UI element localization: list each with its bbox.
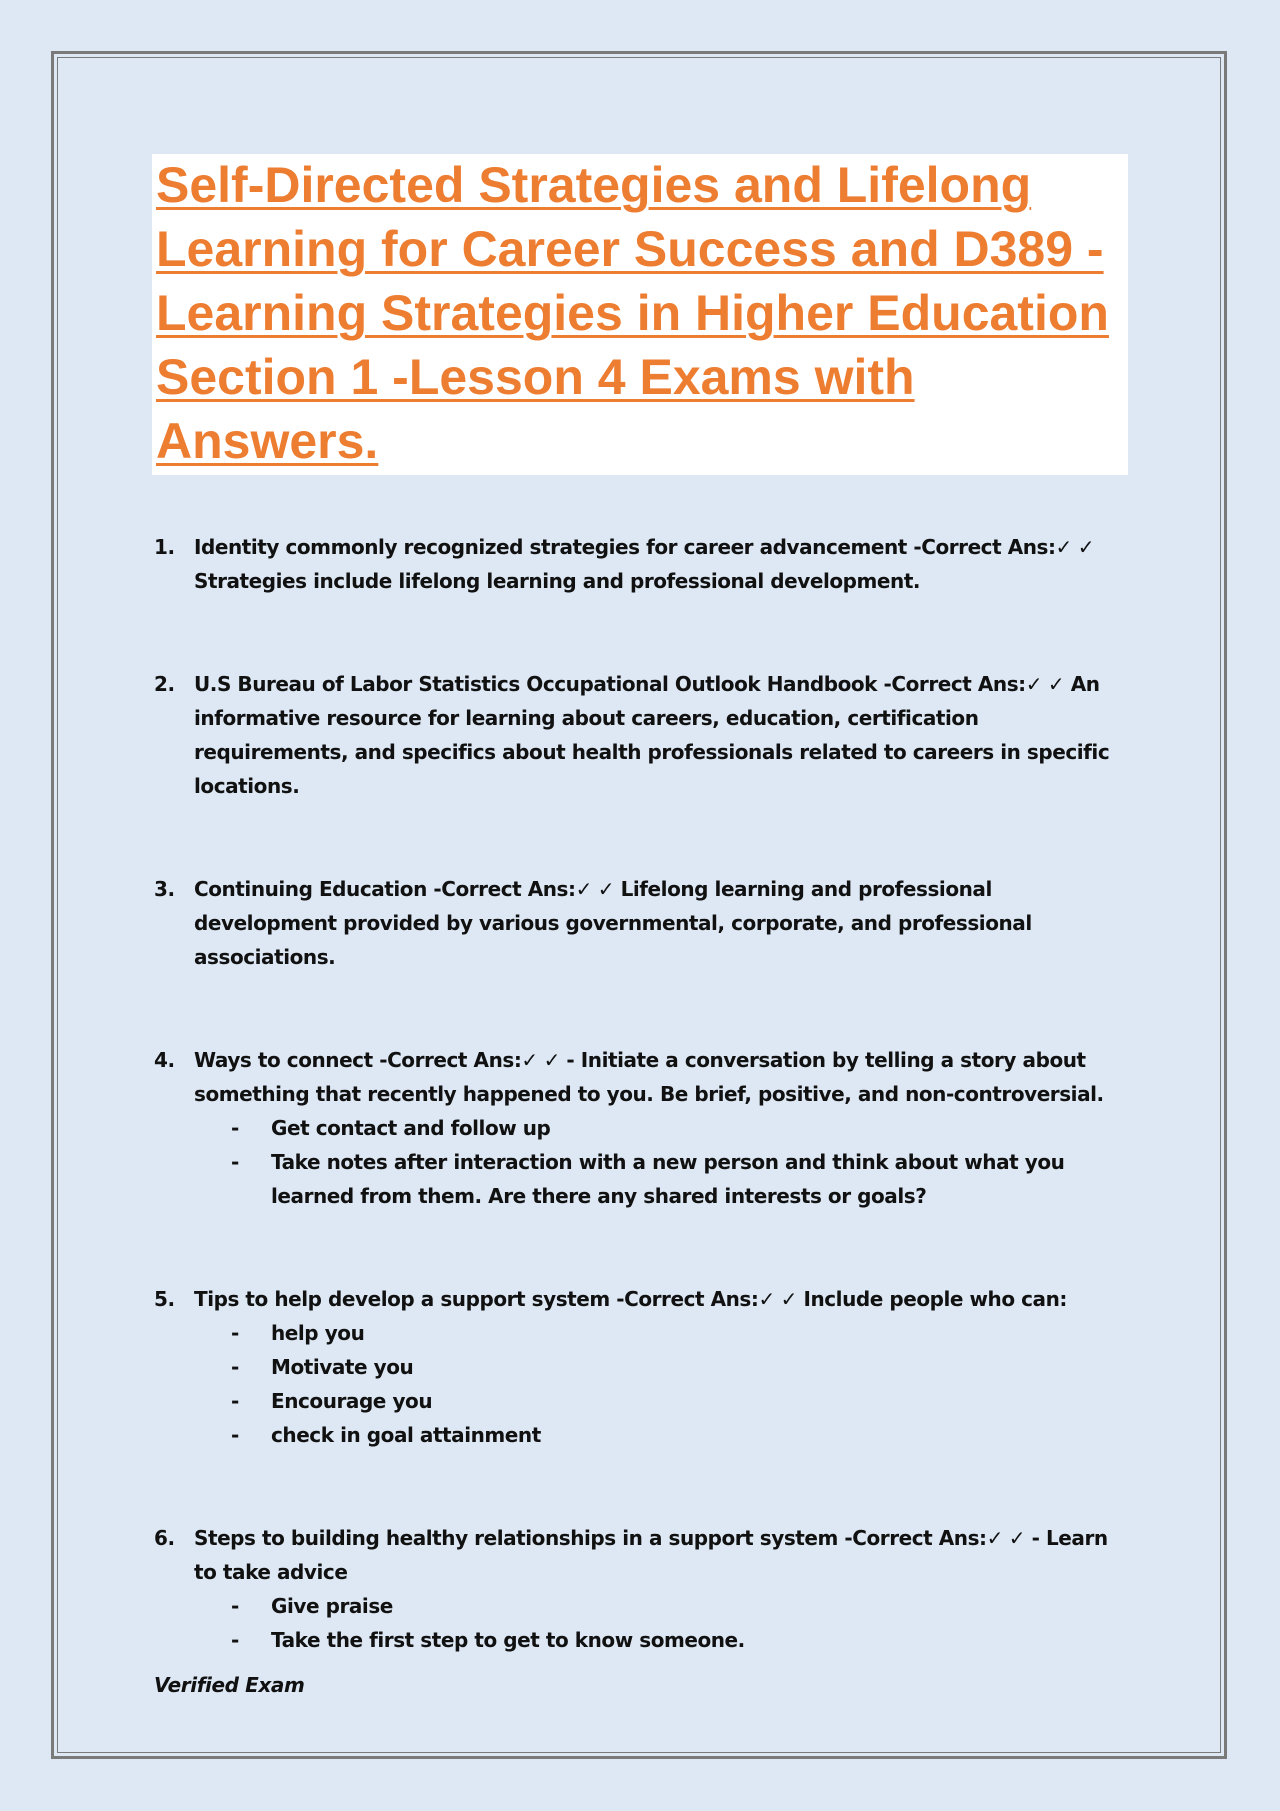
question-item <box>152 667 1132 803</box>
answer-sub-item <box>231 1418 1132 1452</box>
answer-sub-list <box>194 1589 1132 1657</box>
answer-sub-text: Motivate you <box>271 1355 414 1379</box>
check-mark-icon: ✓ ✓ <box>758 1287 797 1311</box>
answer-sub-text: Encourage you <box>271 1389 433 1413</box>
answer-text: An informative resource for learning about careers, education, certification requirements, and specifics about health professionals related to careers in specific locations. <box>194 672 1110 798</box>
check-mark-icon: ✓ ✓ <box>1025 672 1065 696</box>
answer-text: Include people who can: <box>796 1287 1067 1311</box>
title-box <box>152 154 1128 475</box>
question-item <box>152 1282 1132 1452</box>
check-mark-icon: ✓ ✓ <box>521 1048 560 1072</box>
question-text: Ways to connect -Correct Ans: <box>194 1048 522 1072</box>
question-item <box>152 872 1132 974</box>
answer-sub-text: help you <box>271 1321 365 1345</box>
question-number: 3. <box>154 877 175 901</box>
question-number: 1. <box>154 535 175 559</box>
question-item <box>152 1521 1132 1657</box>
answer-sub-text: check in goal attainment <box>271 1423 541 1447</box>
answer-text: Strategies include lifelong learning and professional development. <box>194 569 921 593</box>
check-mark-icon: ✓ ✓ <box>1055 535 1095 559</box>
answer-sub-item <box>231 1350 1132 1384</box>
answer-sub-list <box>194 1316 1132 1452</box>
answer-sub-item <box>231 1145 1132 1213</box>
question-number: 4. <box>154 1048 175 1072</box>
document-title: Self-Directed Strategies and Lifelong Learning for Career Success and D389 - Learning Strategies in Higher Education Section 1 -Lesson 4 Exams with Answers. <box>156 157 1109 469</box>
answer-sub-text: Take the first step to get to know someone. <box>271 1628 745 1652</box>
answer-sub-text: Get contact and follow up <box>271 1116 551 1140</box>
bullet-dash: - <box>231 1423 239 1447</box>
bullet-dash: - <box>231 1321 239 1345</box>
question-text: Continuing Education -Correct Ans: <box>194 877 576 901</box>
bullet-dash: - <box>231 1116 239 1140</box>
bullet-dash: - <box>231 1150 239 1174</box>
question-number: 5. <box>154 1287 175 1311</box>
footer-label: Verified Exam <box>154 1673 305 1697</box>
answer-sub-item <box>231 1316 1132 1350</box>
check-mark-icon: ✓ ✓ <box>575 877 615 901</box>
bullet-dash: - <box>231 1355 239 1379</box>
question-list <box>152 530 1132 1726</box>
answer-sub-text: Give praise <box>271 1594 393 1618</box>
question-item <box>152 530 1132 598</box>
answer-sub-text: Take notes after interaction with a new person and think about what you learned from them. Are there any shared interests or goals? <box>271 1150 1065 1208</box>
question-number: 2. <box>154 672 175 696</box>
question-item <box>152 1043 1132 1213</box>
question-text: U.S Bureau of Labor Statistics Occupational Outlook Handbook -Correct Ans: <box>194 672 1026 696</box>
question-number: 6. <box>154 1526 175 1550</box>
answer-sub-item <box>231 1589 1132 1623</box>
answer-sub-list <box>194 1111 1132 1213</box>
answer-text: - Initiate a conversation by telling a story about something that recently happened to you. Be brief, positive, and non-controversial. <box>194 1048 1104 1106</box>
bullet-dash: - <box>231 1594 239 1618</box>
question-text: Tips to help develop a support system -Correct Ans: <box>194 1287 759 1311</box>
bullet-dash: - <box>231 1389 239 1413</box>
answer-sub-item <box>231 1623 1132 1657</box>
answer-sub-item <box>231 1111 1132 1145</box>
answer-text: - Learn to take advice <box>194 1526 1108 1584</box>
answer-text: Lifelong learning and professional development provided by various governmental, corporate, and professional associations. <box>194 877 1032 969</box>
answer-sub-item <box>231 1384 1132 1418</box>
bullet-dash: - <box>231 1628 239 1652</box>
question-text: Identity commonly recognized strategies for career advancement -Correct Ans: <box>194 535 1056 559</box>
question-text: Steps to building healthy relationships in a support system -Correct Ans: <box>194 1526 987 1550</box>
check-mark-icon: ✓ ✓ <box>986 1526 1026 1550</box>
